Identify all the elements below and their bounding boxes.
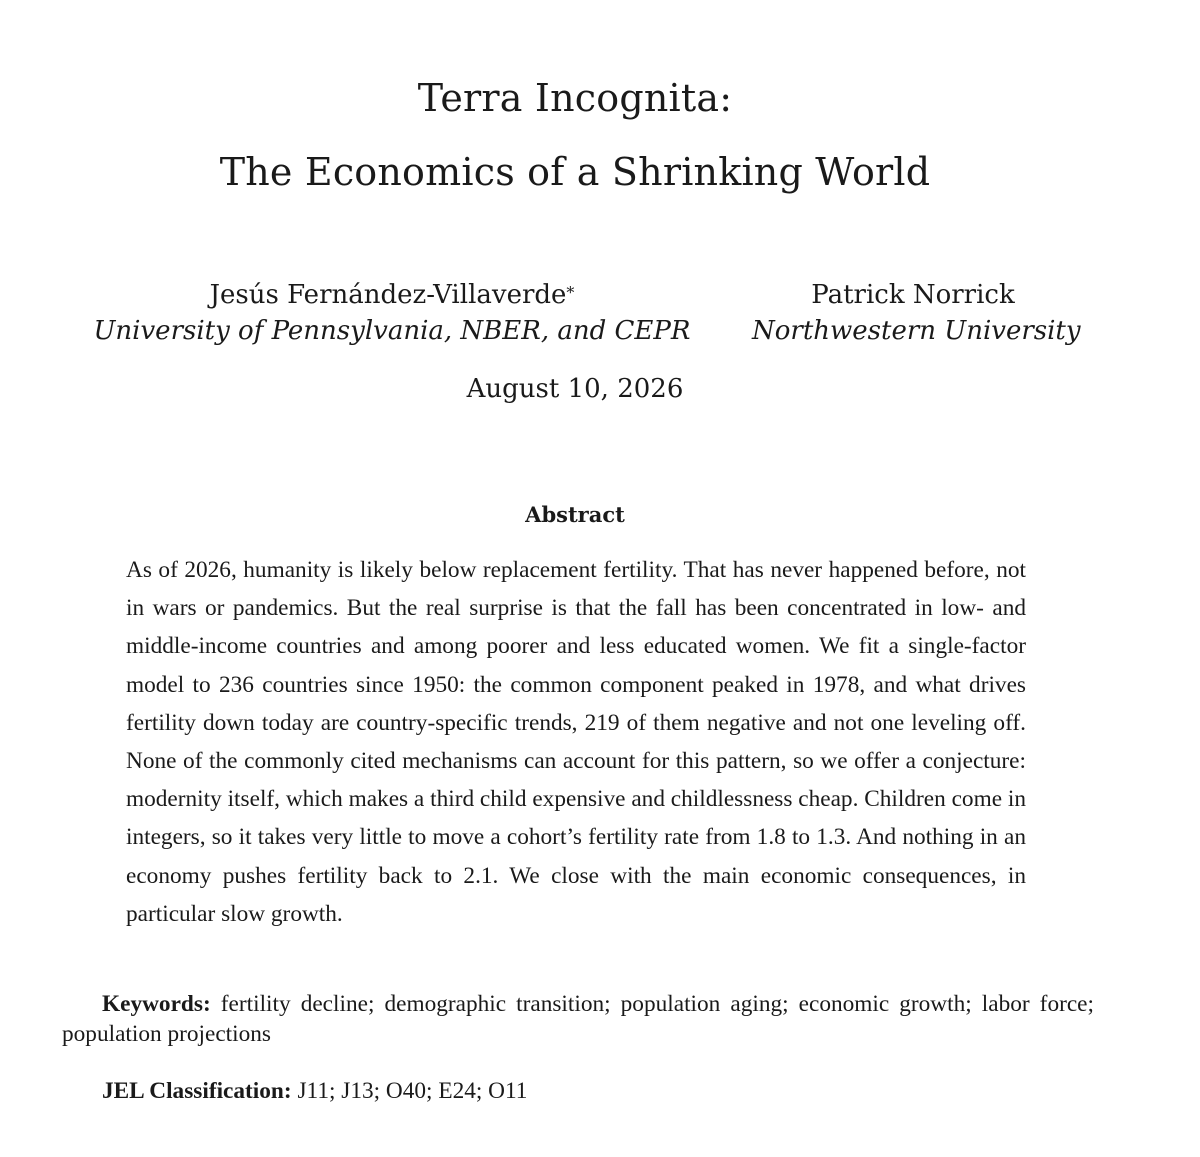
author-footnote-mark: * xyxy=(566,283,575,302)
author-affiliation-1: University of Pennsylvania, NBER, and CEPR xyxy=(93,316,691,346)
paper-title-line-2: The Economics of a Shrinking World xyxy=(219,150,931,194)
jel-codes: J11; J13; O40; E24; O11 xyxy=(297,1078,528,1104)
author-name-2: Patrick Norrick xyxy=(811,280,1015,310)
author-block-2 xyxy=(752,278,1081,350)
jel-label: JEL Classification: xyxy=(102,1078,292,1104)
keywords-label: Keywords: xyxy=(102,991,211,1017)
author-affiliation-2: Northwestern University xyxy=(752,316,1081,346)
paper-title-line-1: Terra Incognita: xyxy=(417,76,733,120)
abstract-text: As of 2026, humanity is likely below replacement fertility. That has never happened before, not in wars or pandemics. But the real surprise is that the fall has been concentrated in low- and middle-income countries and among poorer and less educated women. We fit a single-factor model to 236 countries since 1950: the common component peaked in 1978, and what drives fertility down today are country-specific trends, 219 of them negative and not one leveling off. None of the commonly cited mechanisms can account for this pattern, so we offer a conjecture: modernity itself, which makes a third child expensive and childlessness cheap. Children come in integers, so it takes very little to move a cohort’s fertility rate from 1.8 to 1.3. And nothing in an economy pushes fertility back to 2.1. We close with the main economic consequences, in particular slow growth. xyxy=(126,557,1026,927)
jel-classification xyxy=(102,1076,1102,1106)
keywords-text: fertility decline; demographic transition; population aging; economic growth; labor force; population projections xyxy=(62,991,1094,1047)
author-name-1 xyxy=(84,278,700,312)
author-block-1 xyxy=(84,278,700,350)
paper-date: August 10, 2026 xyxy=(466,374,684,404)
keywords-paragraph xyxy=(62,989,1094,1049)
author-name-1-text: Jesús Fernández-Villaverde xyxy=(209,280,567,310)
abstract-heading: Abstract xyxy=(525,502,625,527)
